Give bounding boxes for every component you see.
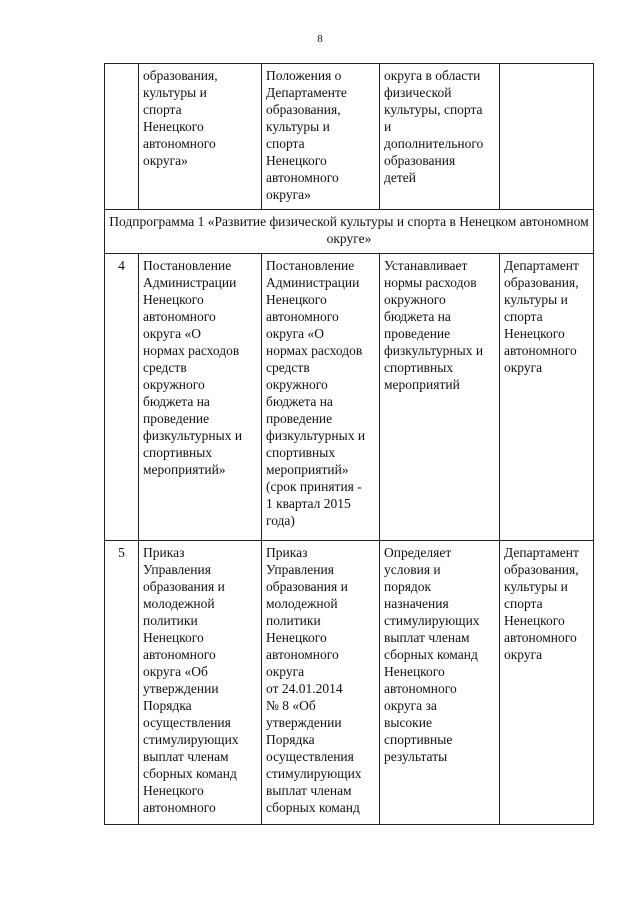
basis-cell: Положения о Департаменте образования, культуры и спорта Ненецкого автономного округа»: [262, 64, 380, 210]
row-number-cell: 4: [105, 254, 139, 541]
subprogram-title: Подпрограмма 1 «Развитие физической культуры и спорта в Ненецком автономном округе»: [105, 210, 594, 254]
basis-cell: Приказ Управления образования и молодежной политики Ненецкого автономного округа от 24.01.2014 № 8 «Об утверждении Порядка осуществления стимулирующих выплат членам сборных команд: [262, 541, 380, 825]
description-cell: округа в области физической культуры, спорта и дополнительного образования детей: [380, 64, 500, 210]
document-name-cell: Постановление Администрации Ненецкого автономного округа «О нормах расходов средств окружного бюджета на проведение физкультурных и спортивных мероприятий»: [139, 254, 262, 541]
table-row: [105, 64, 594, 210]
table-row: [105, 254, 594, 541]
subprogram-row: [105, 210, 594, 254]
table-row: [105, 541, 594, 825]
basis-cell: Постановление Администрации Ненецкого автономного округа «О нормах расходов средств окружного бюджета на проведение физкультурных и спортивных мероприятий» (срок принятия - 1 квартал 2015 года): [262, 254, 380, 541]
document-name-cell: Приказ Управления образования и молодежной политики Ненецкого автономного округа «Об утверждении Порядка осуществления стимулирующих выплат членам сборных команд Ненецкого автономного: [139, 541, 262, 825]
responsible-cell: [500, 64, 594, 210]
page-number: 8: [317, 33, 323, 45]
description-cell: Устанавливает нормы расходов окружного бюджета на проведение физкультурных и спортивных мероприятий: [380, 254, 500, 541]
document-table: [104, 63, 594, 825]
description-cell: Определяет условия и порядок назначения стимулирующих выплат членам сборных команд Ненецкого автономного округа за высокие спортивные результаты: [380, 541, 500, 825]
responsible-cell: Департамент образования, культуры и спорта Ненецкого автономного округа: [500, 541, 594, 825]
responsible-cell: Департамент образования, культуры и спорта Ненецкого автономного округа: [500, 254, 594, 541]
row-number-cell: [105, 64, 139, 210]
row-number-cell: 5: [105, 541, 139, 825]
document-name-cell: образования, культуры и спорта Ненецкого автономного округа»: [139, 64, 262, 210]
